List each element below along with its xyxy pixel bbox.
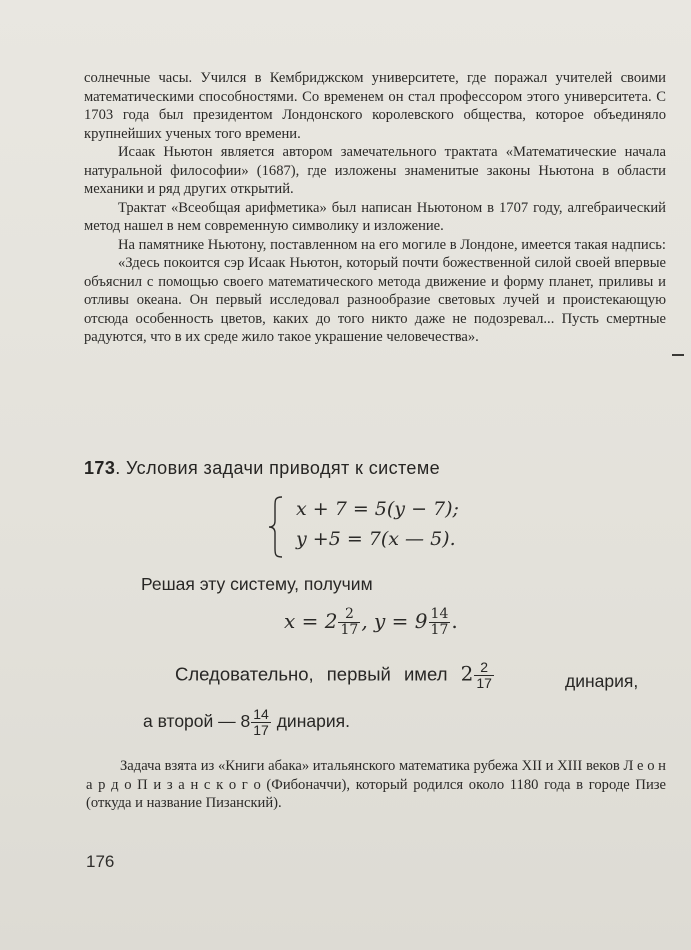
conclusion-line bbox=[175, 660, 495, 691]
equation-second: y +5 = 7(x — 5). bbox=[296, 528, 456, 550]
solve-statement: Решая эту систему, получим bbox=[141, 574, 373, 594]
y-value-label: , y = 9 bbox=[361, 609, 428, 633]
second-unit: динария. bbox=[271, 711, 350, 732]
paragraph-inscription: «Здесь покоится сэр Исаак Ньютон, который почти божественной силой своей впервые объяснил с помощью своего математического метода движение и форму планет, приливы и отливы океана. Он первый исследовал разнообразие световых лучей и проистекающую отсюда особенность цветов, каких до того никто даже не подозревал... Пусть смертные радуются, что в их среде жило такое украшение человечества». bbox=[84, 255, 666, 345]
x-numerator: 2 bbox=[338, 607, 360, 623]
newton-biography bbox=[84, 69, 666, 347]
first-numerator: 2 bbox=[474, 660, 494, 676]
y-period: . bbox=[451, 609, 458, 633]
y-denominator: 17 bbox=[430, 622, 449, 638]
page-number: 176 bbox=[86, 852, 115, 871]
first-denominator: 17 bbox=[476, 675, 492, 691]
x-value-label: x = 2 bbox=[284, 609, 338, 633]
second-numerator: 14 bbox=[253, 706, 269, 722]
second-fraction bbox=[251, 707, 271, 738]
first-fraction bbox=[474, 660, 494, 691]
margin-mark bbox=[672, 354, 684, 356]
solution-values bbox=[284, 607, 458, 638]
conclusion-text: Следовательно, первый имел bbox=[175, 663, 448, 685]
equation-first: x + 7 = 5(y − 7); bbox=[296, 498, 459, 520]
problem-intro: . Условия задачи приводят к системе bbox=[115, 458, 441, 478]
brace-icon bbox=[268, 496, 284, 558]
equation-system bbox=[268, 496, 508, 560]
y-numerator: 14 bbox=[430, 606, 449, 622]
problem-number: 173 bbox=[84, 458, 116, 478]
second-share-line bbox=[143, 707, 350, 738]
first-unit: динария, bbox=[565, 671, 639, 691]
x-fraction bbox=[338, 607, 360, 638]
x-denominator: 17 bbox=[340, 622, 359, 638]
paragraph-principia: Исаак Ньютон является автором замечательного трактата «Математические начала натуральной философии» (1687), где изложены знаменитые законы Ньютона в области механики и ряд других открытий. bbox=[84, 144, 666, 197]
second-denominator: 17 bbox=[253, 722, 269, 738]
paragraph-arithmetic: Трактат «Всеобщая арифметика» был написан Ньютоном в 1707 году, алгебраический метод нашел в нем современную символику и изложение. bbox=[84, 199, 666, 234]
footnote: Задача взята из «Книги абака» итальянского математика рубежа XII и XIII веков Л е о н а р д о П и з а н с к о г о (Фибоначчи), который родился около 1180 года в городе Пизе (откуда и название Пизанский). bbox=[86, 758, 666, 811]
second-prefix: а второй — 8 bbox=[143, 711, 251, 732]
y-fraction bbox=[429, 607, 451, 638]
problem-heading bbox=[84, 458, 440, 479]
first-whole: 2 bbox=[460, 661, 474, 686]
paragraph-cambridge: солнечные часы. Учился в Кембриджском университете, где поражал учителей своими математическими способностями. Со временем он стал профессором этого университета. С 1703 года был президентом Лондонского королевского общества, которое объединяло крупнейших ученых того времени. bbox=[84, 70, 666, 142]
paragraph-monument: На памятнике Ньютону, поставленном на его могиле в Лондоне, имеется такая надпись: bbox=[118, 236, 666, 253]
